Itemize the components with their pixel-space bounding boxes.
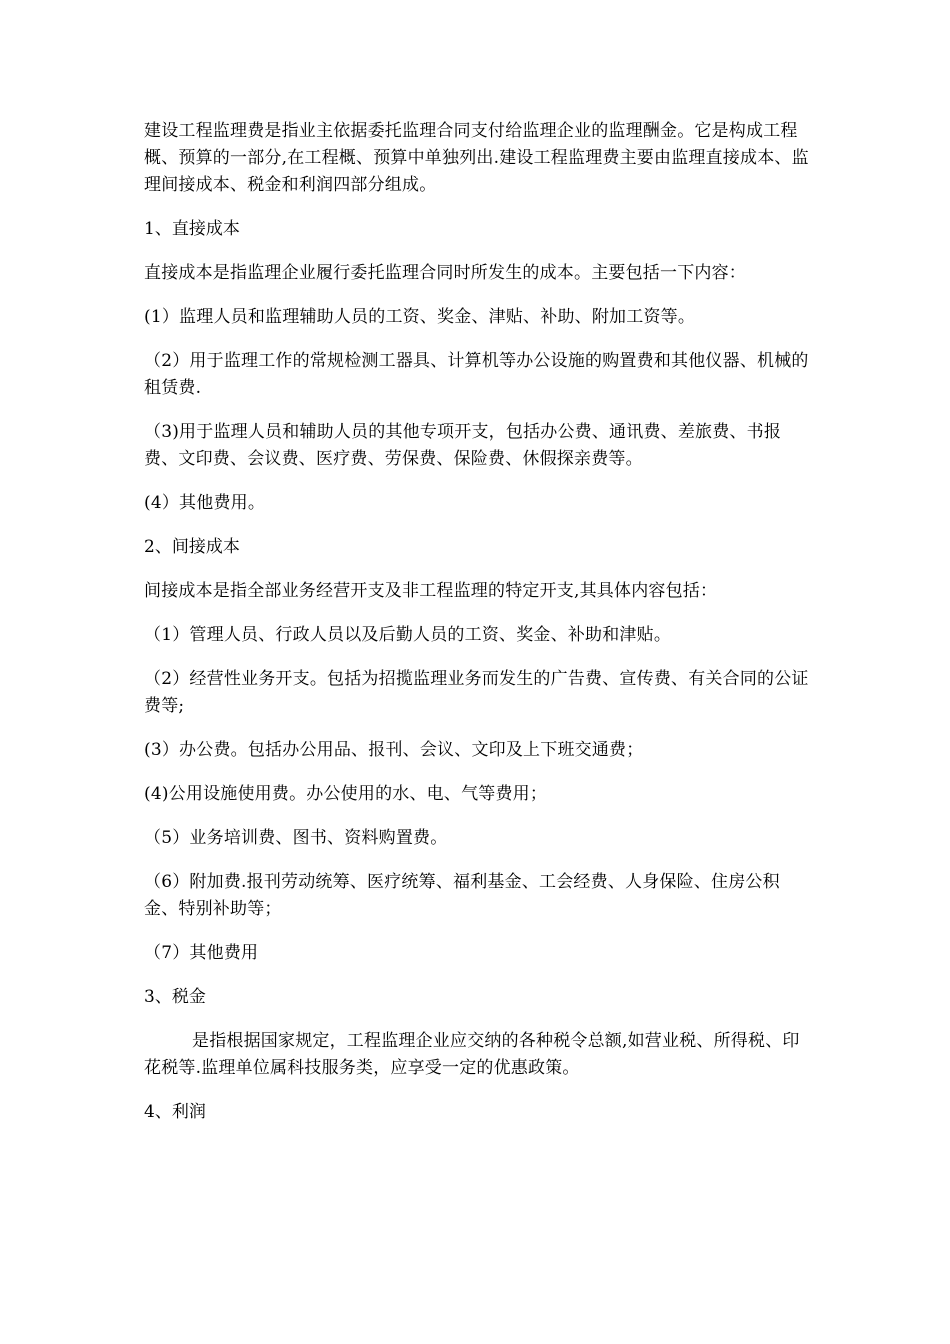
section-2-item: （6）附加费.报刊劳动统筹、医疗统筹、福利基金、工会经费、人身保险、住房公积金、特别补助等；	[144, 872, 780, 919]
section-1-lead: 直接成本是指监理企业履行委托监理合同时所发生的成本。主要包括一下内容：	[144, 263, 746, 283]
section-1-item: (4）其他费用。	[144, 493, 266, 513]
section-1-item: (1）监理人员和监理辅助人员的工资、奖金、津贴、补助、附加工资等。	[144, 307, 696, 327]
intro-paragraph: 建设工程监理费是指业主依据委托监理合同支付给监理企业的监理酬金。它是构成工程概、预算的一部分,在工程概、预算中单独列出.建设工程监理费主要由监理直接成本、监理间接成本、税金和利润四部分组成。	[144, 121, 809, 195]
section-1-item: （3)用于监理人员和辅助人员的其他专项开支，包括办公费、通讯费、差旅费、书报费、文印费、会议费、医疗费、劳保费、保险费、休假探亲费等。	[144, 422, 782, 469]
section-3-heading: 3、税金	[144, 987, 206, 1007]
section-2-item: (4)公用设施使用费。办公使用的水、电、气等费用；	[144, 784, 548, 804]
section-2-item: （1）管理人员、行政人员以及后勤人员的工资、奖金、补助和津贴。	[144, 625, 672, 645]
section-2-heading: 2、间接成本	[144, 537, 240, 557]
section-3-body: 是指根据国家规定，工程监理企业应交纳的各种税令总额,如营业税、所得税、印花税等.监理单位属科技服务类，应享受一定的优惠政策。	[144, 1031, 800, 1078]
section-1-item: （2）用于监理工作的常规检测工器具、计算机等办公设施的购置费和其他仪器、机械的租赁费.	[144, 351, 809, 398]
section-2-lead: 间接成本是指全部业务经营开支及非工程监理的特定开支,其具体内容包括：	[144, 581, 718, 601]
document-page	[144, 118, 809, 1143]
section-4-heading: 4、利润	[144, 1102, 206, 1122]
section-1-heading: 1、直接成本	[144, 219, 240, 239]
section-2-item: (3）办公费。包括办公用品、报刊、会议、文印及上下班交通费；	[144, 740, 644, 760]
section-2-item: （2）经营性业务开支。包括为招揽监理业务而发生的广告费、宣传费、有关合同的公证费等;	[144, 669, 809, 716]
section-2-item: （5）业务培训费、图书、资料购置费。	[144, 828, 448, 848]
section-2-item: （7）其他费用	[144, 943, 259, 963]
